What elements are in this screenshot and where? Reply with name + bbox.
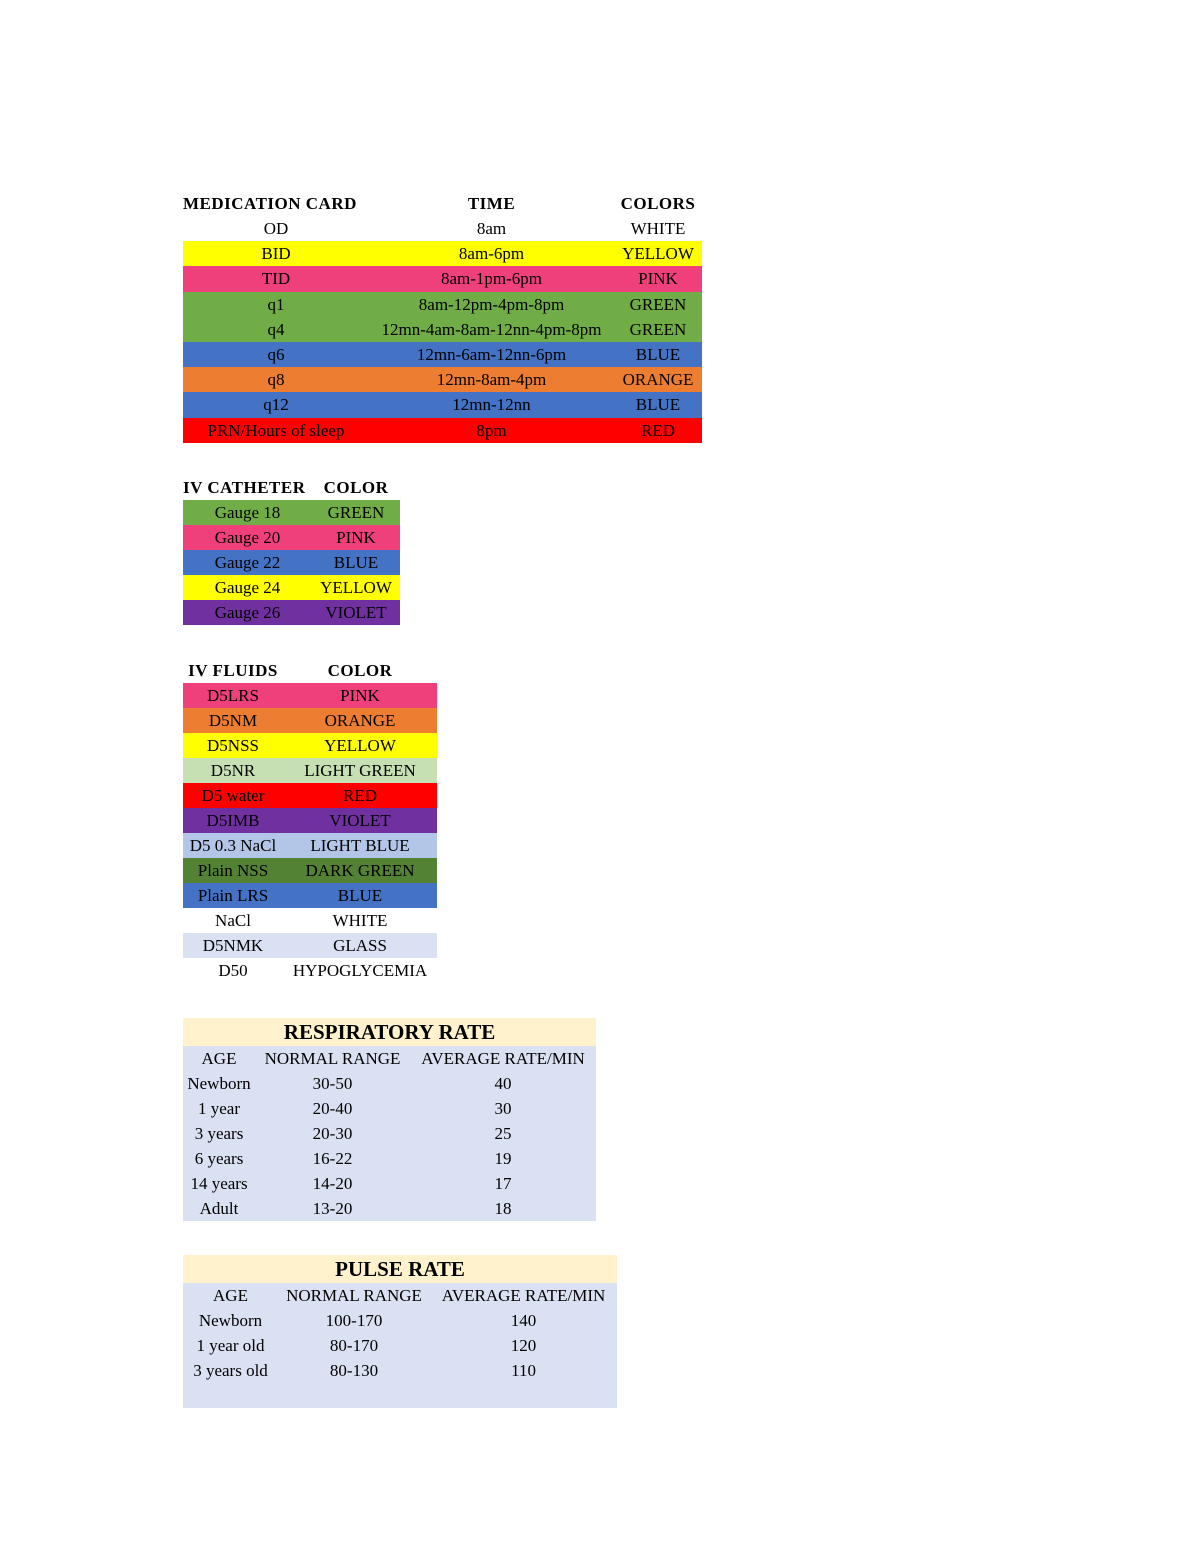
medication-header-label: MEDICATION CARD: [183, 194, 357, 213]
catheter-color: BLUE: [333, 553, 379, 572]
pulse-range: 80-130: [278, 1358, 430, 1383]
medication-color: BLUE: [635, 345, 681, 365]
catheter-color: VIOLET: [325, 603, 387, 622]
catheter-row: [183, 600, 400, 625]
respiratory-age: 14 years: [183, 1171, 255, 1196]
respiratory-title: RESPIRATORY RATE: [183, 1018, 596, 1046]
pulse-range: 100-170: [278, 1308, 430, 1333]
pulse-row: [183, 1333, 617, 1358]
catheter-gauge: Gauge 24: [214, 578, 281, 597]
respiratory-age: 6 years: [183, 1146, 255, 1171]
fluids-table: [183, 658, 437, 983]
catheter-header-color: COLOR: [323, 478, 389, 497]
fluid-row: [183, 808, 437, 833]
medication-color: GREEN: [629, 294, 687, 314]
respiratory-header-range: NORMAL RANGE: [255, 1046, 410, 1071]
fluids-header-label: IV FLUIDS: [188, 661, 278, 680]
fluid-color: RED: [343, 786, 377, 805]
pulse-age: 1 year old: [183, 1333, 278, 1358]
pulse-header-avg: AVERAGE RATE/MIN: [430, 1283, 617, 1308]
medication-time: 12mn-12nn: [452, 395, 531, 415]
pulse-header-range: NORMAL RANGE: [278, 1283, 430, 1308]
catheter-color: GREEN: [327, 503, 385, 522]
pulse-age: Newborn: [183, 1308, 278, 1333]
respiratory-avg: 18: [410, 1196, 596, 1221]
medication-row: [183, 418, 702, 443]
respiratory-row: [183, 1146, 596, 1171]
pulse-avg: 110: [430, 1358, 617, 1383]
medication-frequency: q6: [267, 345, 285, 365]
medication-frequency: q4: [267, 319, 285, 339]
catheter-row: [183, 550, 400, 575]
medication-frequency: q1: [267, 294, 285, 314]
medication-row: [183, 367, 702, 392]
medication-header-colors: COLORS: [620, 194, 696, 213]
respiratory-table: [183, 1018, 596, 1221]
fluid-row: [183, 783, 437, 808]
catheter-table: [183, 475, 400, 625]
fluid-color: YELLOW: [324, 736, 396, 755]
catheter-gauge: Gauge 22: [214, 553, 281, 572]
pulse-header-age: AGE: [183, 1283, 278, 1308]
medication-color: YELLOW: [622, 244, 694, 264]
fluid-color: LIGHT GREEN: [304, 761, 416, 780]
respiratory-range: 20-40: [255, 1096, 410, 1121]
fluid-row: [183, 733, 437, 758]
respiratory-range: 14-20: [255, 1171, 410, 1196]
respiratory-avg: 25: [410, 1121, 596, 1146]
respiratory-header-row: [183, 1046, 596, 1071]
fluid-color: HYPOGLYCEMIA: [292, 961, 428, 980]
medication-row: [183, 241, 702, 266]
medication-table: [183, 191, 702, 443]
respiratory-age: Newborn: [183, 1071, 255, 1096]
fluid-row: [183, 933, 437, 958]
medication-time: 8am-6pm: [458, 244, 525, 264]
fluid-row: [183, 833, 437, 858]
medication-color: GREEN: [629, 319, 687, 339]
pulse-row: [183, 1358, 617, 1383]
medication-time: 12mn-4am-8am-12nn-4pm-8pm: [381, 319, 602, 339]
respiratory-range: 20-30: [255, 1121, 410, 1146]
medication-frequency: PRN/Hours of sleep: [207, 420, 345, 440]
respiratory-row: [183, 1196, 596, 1221]
medication-time: 8am-1pm-6pm: [440, 269, 543, 289]
respiratory-range: 13-20: [255, 1196, 410, 1221]
fluid-name: D5NM: [208, 711, 258, 730]
respiratory-age: Adult: [183, 1196, 255, 1221]
catheter-row: [183, 500, 400, 525]
medication-time: 12mn-6am-12nn-6pm: [416, 345, 567, 365]
pulse-avg: 140: [430, 1308, 617, 1333]
medication-row: [183, 216, 702, 241]
pulse-blank-cell: [183, 1383, 278, 1408]
fluid-color: WHITE: [332, 911, 388, 930]
medication-row: [183, 266, 702, 291]
medication-row: [183, 317, 702, 342]
respiratory-row: [183, 1071, 596, 1096]
respiratory-header-avg: AVERAGE RATE/MIN: [410, 1046, 596, 1071]
medication-time: 8am-12pm-4pm-8pm: [418, 294, 565, 314]
pulse-blank-cell: [278, 1383, 430, 1408]
respiratory-avg: 30: [410, 1096, 596, 1121]
fluids-header-color: COLOR: [327, 661, 393, 680]
medication-row: [183, 292, 702, 317]
catheter-gauge: Gauge 20: [214, 528, 281, 547]
fluid-name: D5LRS: [207, 686, 259, 705]
fluid-name: Plain NSS: [197, 861, 269, 880]
fluid-row: [183, 708, 437, 733]
medication-row: [183, 392, 702, 417]
medication-frequency: TID: [261, 269, 291, 289]
fluid-row: [183, 958, 437, 983]
fluid-name: D50: [218, 961, 248, 980]
respiratory-age: 1 year: [183, 1096, 255, 1121]
medication-header-time: TIME: [467, 194, 516, 213]
catheter-row: [183, 575, 400, 600]
catheter-color: PINK: [336, 528, 376, 547]
fluid-color: ORANGE: [324, 711, 396, 730]
medication-frequency: BID: [261, 244, 291, 264]
medication-frequency: q12: [263, 395, 289, 415]
respiratory-row: [183, 1171, 596, 1196]
fluid-name: D5 water: [201, 786, 265, 805]
medication-color: WHITE: [630, 219, 686, 239]
catheter-gauge: Gauge 18: [214, 503, 281, 522]
pulse-table: [183, 1255, 617, 1408]
respiratory-avg: 17: [410, 1171, 596, 1196]
medication-header-row: [183, 191, 702, 216]
catheter-header-label: IV CATHETER: [183, 478, 306, 497]
catheter-row: [183, 525, 400, 550]
fluid-name: D5 0.3 NaCl: [189, 836, 277, 855]
fluid-color: DARK GREEN: [305, 861, 415, 880]
fluid-row: [183, 683, 437, 708]
fluid-color: BLUE: [337, 886, 383, 905]
fluid-color: LIGHT BLUE: [310, 836, 410, 855]
fluid-color: PINK: [340, 686, 380, 705]
catheter-header-row: [183, 475, 400, 500]
respiratory-row: [183, 1096, 596, 1121]
medication-color: BLUE: [635, 395, 681, 415]
fluid-name: NaCl: [215, 911, 251, 930]
respiratory-age: 3 years: [183, 1121, 255, 1146]
pulse-title: PULSE RATE: [183, 1255, 617, 1283]
medication-time: 8pm: [476, 420, 507, 440]
catheter-gauge: Gauge 26: [214, 603, 281, 622]
pulse-blank-cell: [430, 1383, 617, 1408]
respiratory-range: 30-50: [255, 1071, 410, 1096]
respiratory-header-age: AGE: [183, 1046, 255, 1071]
medication-frequency: OD: [263, 219, 289, 239]
medication-time: 8am: [476, 219, 507, 239]
fluid-color: VIOLET: [329, 811, 391, 830]
pulse-header-row: [183, 1283, 617, 1308]
pulse-avg: 120: [430, 1333, 617, 1358]
fluid-name: D5NMK: [202, 936, 264, 955]
pulse-blank-row: [183, 1383, 617, 1408]
fluid-row: [183, 883, 437, 908]
fluid-row: [183, 908, 437, 933]
medication-color: ORANGE: [622, 370, 694, 390]
respiratory-row: [183, 1121, 596, 1146]
fluid-name: D5NSS: [207, 736, 259, 755]
pulse-range: 80-170: [278, 1333, 430, 1358]
catheter-color: YELLOW: [320, 578, 392, 597]
fluid-row: [183, 758, 437, 783]
fluid-row: [183, 858, 437, 883]
medication-row: [183, 342, 702, 367]
medication-time: 12mn-8am-4pm: [436, 370, 547, 390]
fluid-name: D5NR: [210, 761, 256, 780]
respiratory-avg: 19: [410, 1146, 596, 1171]
fluid-name: Plain LRS: [197, 886, 269, 905]
fluid-name: D5IMB: [206, 811, 260, 830]
pulse-age: 3 years old: [183, 1358, 278, 1383]
fluids-header-row: [183, 658, 437, 683]
medication-color: PINK: [638, 269, 678, 289]
fluid-color: GLASS: [333, 936, 387, 955]
pulse-row: [183, 1308, 617, 1333]
respiratory-avg: 40: [410, 1071, 596, 1096]
respiratory-range: 16-22: [255, 1146, 410, 1171]
medication-color: RED: [641, 420, 675, 440]
medication-frequency: q8: [267, 370, 285, 390]
